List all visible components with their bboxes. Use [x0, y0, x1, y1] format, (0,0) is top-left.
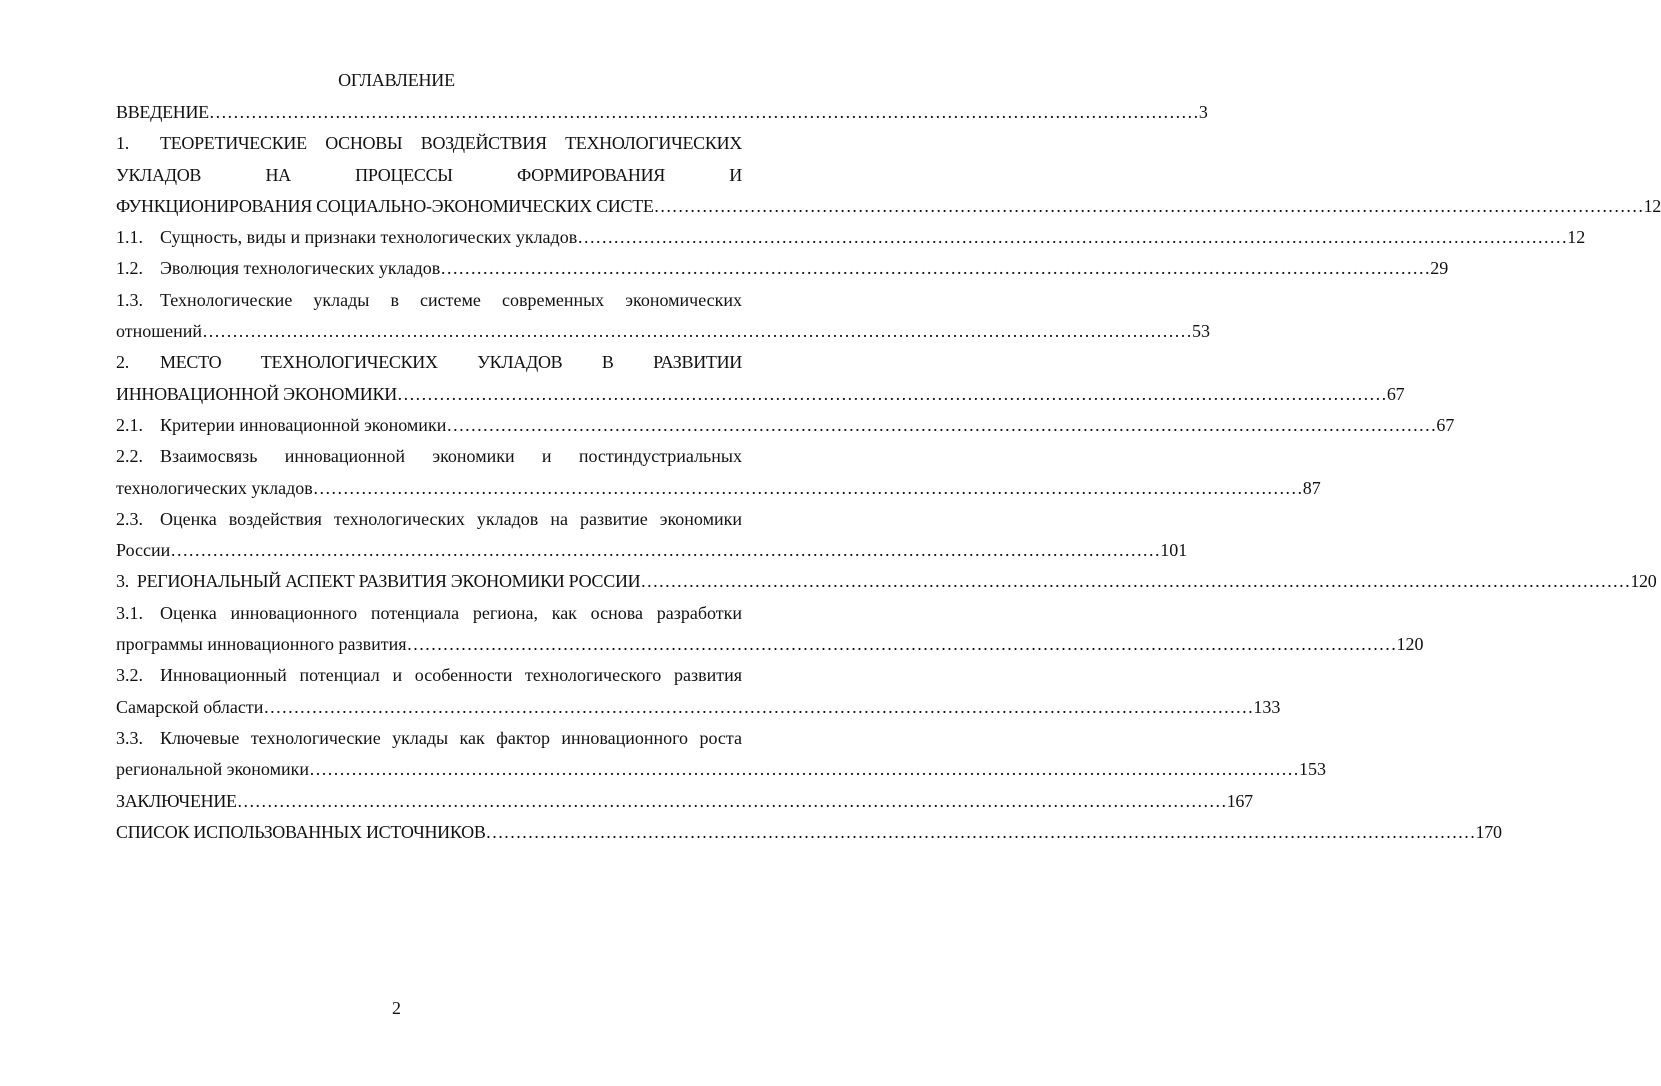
toc-entry-number: 3.1.	[116, 602, 143, 623]
toc-entry-number: 1.2.	[116, 258, 143, 279]
toc-entry-text: Сущность, виды и признаки технологических укладов	[160, 227, 578, 248]
dot-leader	[486, 817, 1476, 848]
toc-line	[116, 97, 1208, 128]
toc-line	[116, 253, 1449, 284]
toc-entry-text: ВВЕДЕНИЕ	[116, 102, 209, 122]
dot-leader	[640, 566, 1630, 597]
dot-leader	[577, 222, 1567, 253]
dot-leader	[309, 754, 1299, 785]
toc-entry-text: Оценка воздействия технологических укладов на развитие экономики	[160, 508, 742, 529]
toc-entry[interactable]	[116, 786, 1253, 817]
toc-line	[116, 535, 1188, 566]
toc-entry-text: УКЛАДОВ НА ПРОЦЕССЫ ФОРМИРОВАНИЯ И	[116, 164, 742, 185]
toc-entry-text: региональной экономики	[116, 759, 309, 780]
toc-entry-page[interactable]: 133	[1253, 696, 1281, 717]
toc-entry[interactable]	[116, 566, 1657, 597]
toc-title: ОГЛАВЛЕНИЕ	[338, 70, 455, 90]
toc-line	[116, 410, 1455, 441]
toc-entry-text: МЕСТО ТЕХНОЛОГИЧЕСКИХ УКЛАДОВ В РАЗВИТИИ	[160, 352, 742, 373]
dot-leader	[202, 316, 1192, 347]
toc-entry-page[interactable]: 12	[1643, 195, 1661, 216]
toc-entry-text: Взаимосвязь инновационной экономики и постиндустриальных	[160, 446, 742, 467]
toc-entry[interactable]	[116, 660, 1281, 723]
toc-entry-page[interactable]: 120	[1630, 571, 1657, 592]
toc-entry[interactable]	[116, 817, 1502, 848]
toc-entry-text: Ключевые технологические уклады как фактор инновационного роста	[160, 727, 742, 748]
dot-leader	[407, 629, 1397, 660]
dot-leader	[440, 253, 1430, 284]
toc-line	[116, 473, 1321, 504]
dot-leader	[170, 535, 1160, 566]
toc-entry-text: отношений	[116, 321, 203, 342]
toc-line	[116, 723, 742, 754]
toc-entry-page[interactable]: 170	[1475, 821, 1502, 842]
toc-entry-number: 2.	[116, 352, 129, 373]
toc-entry-page[interactable]: 167	[1226, 790, 1253, 811]
dot-leader	[209, 97, 1199, 128]
toc-entry-number: 1.1.	[116, 227, 143, 248]
toc-entry-number: 2.2.	[116, 446, 143, 467]
toc-line	[116, 191, 1661, 222]
toc-line	[116, 692, 1281, 723]
toc-entry[interactable]	[116, 723, 1326, 786]
toc-entry-text: Самарской области	[116, 696, 264, 717]
toc-entry-page[interactable]: 87	[1302, 477, 1321, 498]
toc-entry[interactable]	[116, 441, 1321, 504]
toc-entry-number: 1.3.	[116, 289, 143, 310]
toc-entry-number: 3.	[116, 571, 129, 592]
toc-entry-page[interactable]: 120	[1396, 634, 1424, 655]
toc-entry-text: ИННОВАЦИОННОЙ ЭКОНОМИКИ	[116, 383, 397, 404]
toc-entry-text: Критерии инновационной экономики	[160, 414, 447, 435]
toc-line	[116, 285, 742, 316]
toc-line	[116, 817, 1502, 848]
toc-line	[116, 786, 1253, 817]
toc-entry-page[interactable]: 3	[1198, 102, 1208, 122]
toc-entry[interactable]	[116, 222, 1586, 253]
table-of-contents	[116, 97, 1661, 848]
toc-line	[116, 598, 742, 629]
toc-entry[interactable]	[116, 410, 1455, 441]
dot-leader	[263, 692, 1253, 723]
toc-entry-text: ТЕОРЕТИЧЕСКИЕ ОСНОВЫ ВОЗДЕЙСТВИЯ ТЕХНОЛОГИЧЕСКИХ	[160, 133, 742, 154]
toc-line	[116, 128, 742, 159]
toc-entry-page[interactable]: 153	[1299, 759, 1326, 780]
toc-entry-text: ФУНКЦИОНИРОВАНИЯ СОЦИАЛЬНО-ЭКОНОМИЧЕСКИХ СИСТЕ	[116, 195, 654, 216]
toc-entry-text: СПИСОК ИСПОЛЬЗОВАННЫХ ИСТОЧНИКОВ	[116, 821, 486, 842]
toc-entry-text: Оценка инновационного потенциала региона, как основа разработки	[160, 602, 742, 623]
toc-line	[116, 566, 1657, 597]
toc-line	[116, 754, 1326, 785]
dot-leader	[313, 473, 1303, 504]
toc-entry-number: 1.	[116, 133, 129, 154]
toc-entry-text: технологических укладов	[116, 477, 313, 498]
toc-entry-number: 3.3.	[116, 727, 143, 748]
dot-leader	[446, 410, 1436, 441]
toc-entry[interactable]	[116, 285, 1211, 348]
toc-entry[interactable]	[116, 97, 1208, 128]
page-number: 2	[392, 998, 401, 1018]
toc-entry[interactable]	[116, 347, 1405, 410]
toc-entry-page[interactable]: 101	[1160, 540, 1188, 561]
toc-entry-text: Технологические уклады в системе современных экономических	[160, 289, 742, 310]
dot-leader	[397, 379, 1387, 410]
toc-line	[116, 660, 742, 691]
toc-entry[interactable]	[116, 504, 1188, 567]
toc-line	[116, 160, 742, 191]
toc-entry-text: Инновационный потенциал и особенности технологического развития	[160, 665, 742, 686]
toc-entry-text: ЗАКЛЮЧЕНИЕ	[116, 790, 237, 811]
dot-leader	[237, 786, 1227, 817]
toc-entry[interactable]	[116, 128, 1661, 222]
toc-entry-text: РЕГИОНАЛЬНЫЙ АСПЕКТ РАЗВИТИЯ ЭКОНОМИКИ РОССИИ	[136, 571, 641, 592]
toc-entry-text: программы инновационного развития	[116, 634, 407, 655]
toc-entry-number: 2.3.	[116, 508, 143, 529]
dot-leader	[654, 191, 1644, 222]
toc-entry-page[interactable]: 53	[1192, 321, 1211, 342]
toc-line	[116, 347, 742, 378]
toc-entry[interactable]	[116, 253, 1449, 284]
toc-entry-text: Эволюция технологических укладов	[160, 258, 441, 279]
toc-line	[116, 629, 1424, 660]
toc-line	[116, 441, 742, 472]
toc-entry-text: России	[116, 540, 171, 561]
toc-entry-page[interactable]: 12	[1567, 227, 1586, 248]
toc-entry-page[interactable]: 67	[1436, 414, 1455, 435]
toc-entry-page[interactable]: 67	[1386, 383, 1405, 404]
toc-entry-page[interactable]: 29	[1430, 258, 1449, 279]
toc-line	[116, 222, 1586, 253]
toc-line	[116, 504, 742, 535]
toc-line	[116, 316, 1211, 347]
toc-entry-number: 3.2.	[116, 665, 143, 686]
toc-line	[116, 379, 1405, 410]
toc-entry-number: 2.1.	[116, 414, 143, 435]
toc-entry[interactable]	[116, 598, 1424, 661]
